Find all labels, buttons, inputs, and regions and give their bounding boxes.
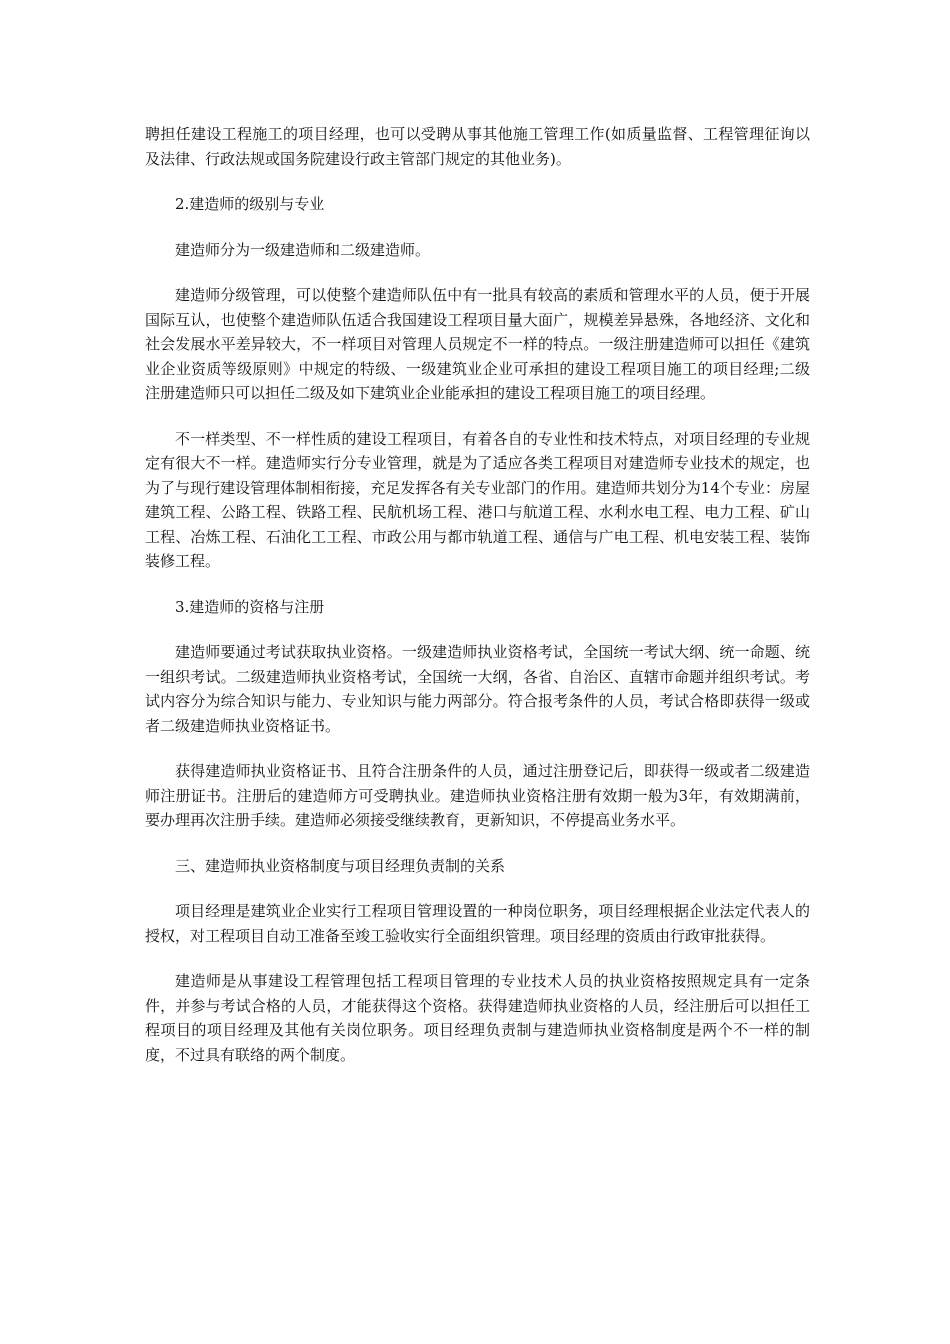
paragraph-registration: 获得建造师执业资格证书、且符合注册条件的人员，通过注册登记后，即获得一级或者二级建造师注册证书。注册后的建造师方可受聘执业。建造师执业资格注册有效期一般为3年，有效期满前，要办理再次注册手续。建造师必须接受继续教育，更新知识，不停提高业务水平。: [145, 762, 810, 829]
paragraph-levels-intro: 建造师分为一级建造师和二级建造师。: [175, 240, 431, 259]
paragraph-continuation: 聘担任建设工程施工的项目经理，也可以受聘从事其他施工管理工作(如质量监督、工程管理征询以及法律、行政法规或国务院建设行政主管部门规定的其他业务)。: [145, 125, 810, 168]
paragraph-project-manager: 项目经理是建筑业企业实行工程项目管理设置的一种岗位职务，项目经理根据企业法定代表人的授权，对工程项目自动工准备至竣工验收实行全面组织管理。项目经理的资质由行政审批获得。: [145, 902, 810, 945]
section-heading-relationship: 三、建造师执业资格制度与项目经理负责制的关系: [175, 856, 506, 875]
section-heading-qualification: 3.建造师的资格与注册: [175, 597, 325, 616]
paragraph-graded-management: 建造师分级管理，可以使整个建造师队伍中有一批具有较高的素质和管理水平的人员，便于开展国际互认，也使整个建造师队伍适合我国建设工程项目量大面广，规模差异悬殊，各地经济、文化和社会发展水平差异较大，不一样项目对管理人员规定不一样的特点。一级注册建造师可以担任《建筑业企业资质等级原则》中规定的特级、一级建筑业企业可承担的建设工程项目施工的项目经理;二级注册建造师只可以担任二级及如下建筑业企业能承担的建设工程项目施工的项目经理。: [145, 286, 810, 402]
paragraph-specialties: 不一样类型、不一样性质的建设工程项目，有着各自的专业性和技术特点，对项目经理的专业规定有很大不一样。建造师实行分专业管理，就是为了适应各类工程项目对建造师专业技术的规定，也为了与现行建设管理体制相衔接，充足发挥各有关专业部门的作用。建造师共划分为14个专业：房屋建筑工程、公路工程、铁路工程、民航机场工程、港口与航道工程、水利水电工程、电力工程、矿山工程、冶炼工程、石油化工工程、市政公用与都市轨道工程、通信与广电工程、机电安装工程、装饰装修工程。: [145, 429, 810, 570]
paragraph-exam: 建造师要通过考试获取执业资格。一级建造师执业资格考试，全国统一考试大纲、统一命题、统一组织考试。二级建造师执业资格考试，全国统一大纲，各省、自治区、直辖市命题并组织考试。考试内容分为综合知识与能力、专业知识与能力两部分。符合报考条件的人员，考试合格即获得一级或者二级建造师执业资格证书。: [145, 643, 810, 735]
section-heading-levels: 2.建造师的级别与专业: [175, 195, 325, 213]
paragraph-constructor-vs-manager: 建造师是从事建设工程管理包括工程项目管理的专业技术人员的执业资格按照规定具有一定条件，并参与考试合格的人员，才能获得这个资格。获得建造师执业资格的人员，经注册后可以担任工程项目的项目经理及其他有关岗位职务。项目经理负责制与建造师执业资格制度是两个不一样的制度，不过具有联络的两个制度。: [145, 972, 810, 1064]
document-page: [145, 122, 810, 1088]
